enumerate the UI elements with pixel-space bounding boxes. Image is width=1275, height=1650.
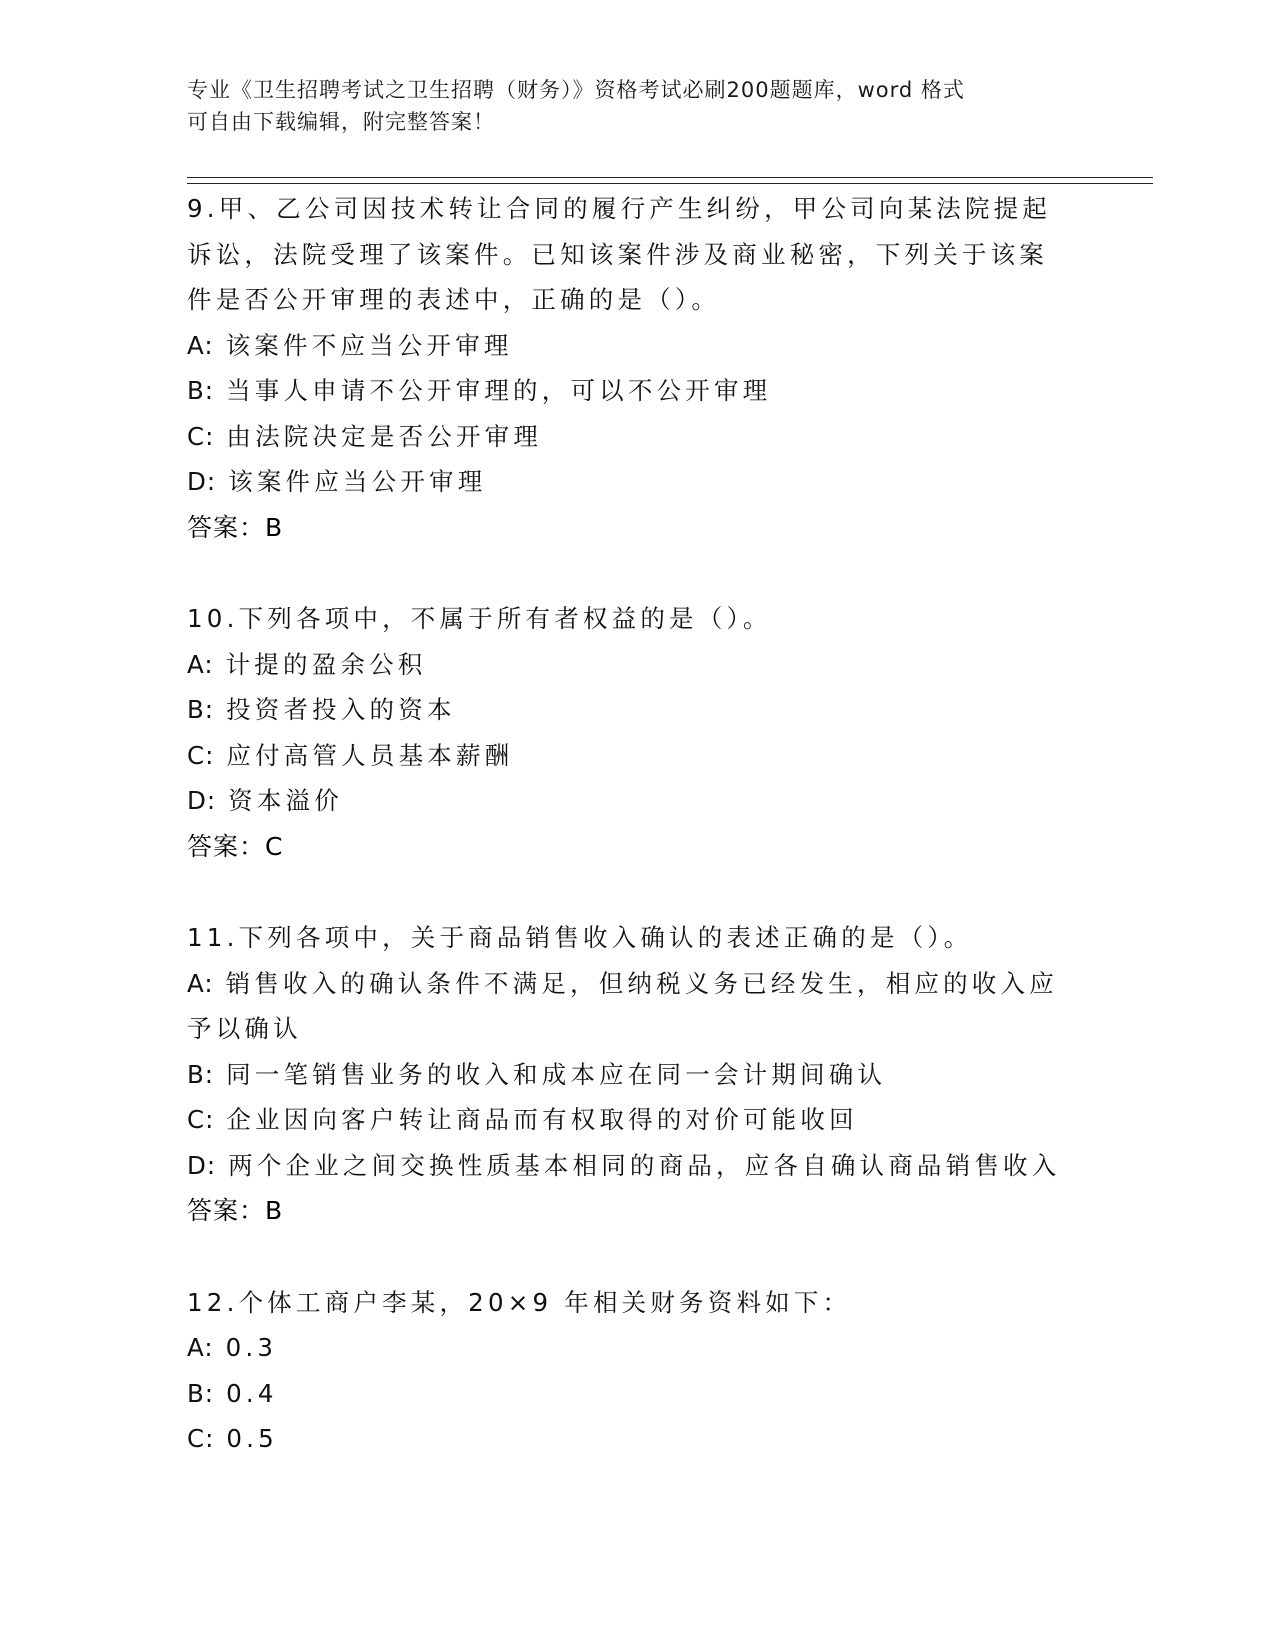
question-stem-line: 12.个体工商户李某，20×9 年相关财务资料如下：: [187, 1287, 852, 1317]
question-stem-line: 11.下列各项中，关于商品销售收入确认的表述正确的是（）。: [187, 923, 973, 952]
option-label: C:: [187, 1424, 215, 1453]
option-a: [187, 1325, 1087, 1371]
option-text: 该案件不应当公开审理: [225, 330, 513, 360]
question-item: [187, 186, 1087, 550]
option-text: 销售收入的确认条件不满足，但纳税义务已经发生，相应的收入应: [225, 968, 1058, 998]
option-b: [187, 687, 1087, 733]
option-text: 由法院决定是否公开审理: [226, 421, 543, 451]
option-d: [187, 1143, 1087, 1189]
option-label: B:: [187, 376, 215, 405]
option-d: [187, 778, 1087, 824]
option-label: D:: [187, 1150, 217, 1180]
option-label: B:: [187, 1378, 215, 1408]
header-divider-bottom: [187, 183, 1153, 184]
header-line-1: 专业《卫生招聘考试之卫生招聘（财务）》资格考试必刷200题题库，word 格式: [187, 78, 965, 102]
option-a: [187, 642, 1087, 688]
option-label: C:: [187, 421, 215, 451]
header-line-2: 可自由下载编辑，附完整答案！: [187, 110, 495, 134]
option-b: [187, 1371, 1087, 1417]
option-text: 投资者投入的资本: [226, 695, 456, 724]
question-item: [187, 596, 1087, 869]
option-text: 0.5: [226, 1424, 278, 1453]
option-label: B:: [187, 695, 215, 724]
option-b: [187, 1052, 1087, 1098]
question-stem-line: 9.甲、乙公司因技术转让合同的履行产生纠纷，甲公司向某法院提起: [187, 194, 1052, 223]
question-item: [187, 1280, 1087, 1462]
option-b: [187, 368, 1087, 414]
question-stem-line: 10.下列各项中，不属于所有者权益的是（）。: [187, 604, 772, 633]
option-label: C:: [187, 740, 215, 770]
option-text: 0.3: [225, 1333, 278, 1362]
option-label: D:: [187, 467, 217, 496]
option-c: [187, 1416, 1087, 1462]
option-text: 该案件应当公开审理: [228, 467, 487, 496]
question-list: [187, 186, 1087, 1462]
header-divider-top: [187, 177, 1153, 178]
option-text: 同一笔销售业务的收入和成本应在同一会计期间确认: [226, 1059, 887, 1089]
option-label: D:: [187, 786, 217, 815]
option-label: A:: [187, 649, 214, 679]
option-text: 两个企业之间交换性质基本相同的商品，应各自确认商品销售收入: [228, 1150, 1061, 1180]
question-stem-line: 件是否公开审理的表述中，正确的是（）。: [187, 285, 721, 314]
option-label: B:: [187, 1059, 215, 1089]
option-label: A:: [187, 1333, 214, 1362]
option-d: [187, 459, 1087, 505]
option-text: 应付高管人员基本薪酬: [226, 740, 514, 770]
option-c: [187, 414, 1087, 460]
option-text: 0.4: [226, 1378, 278, 1408]
option-text: 计提的盈余公积: [225, 649, 427, 679]
option-label: A:: [187, 330, 214, 360]
option-text: 企业因向客户转让商品而有权取得的对价可能收回: [226, 1105, 858, 1134]
option-a: [187, 961, 1087, 1007]
answer-line: 答案：B: [187, 512, 284, 542]
option-c: [187, 733, 1087, 779]
option-text: 当事人申请不公开审理的，可以不公开审理: [226, 376, 772, 405]
option-c: [187, 1097, 1087, 1143]
answer-line: 答案：B: [187, 1196, 284, 1225]
option-label: A:: [187, 968, 214, 998]
document-header: [187, 74, 1087, 138]
option-label: C:: [187, 1105, 215, 1134]
option-a-continued: 予以确认: [187, 1014, 302, 1043]
option-text: 资本溢价: [228, 786, 343, 815]
answer-line: 答案：C: [187, 831, 284, 861]
question-stem-line: 诉讼，法院受理了该案件。已知该案件涉及商业秘密，下列关于该案: [187, 239, 1048, 269]
question-item: [187, 915, 1087, 1234]
option-a: [187, 323, 1087, 369]
